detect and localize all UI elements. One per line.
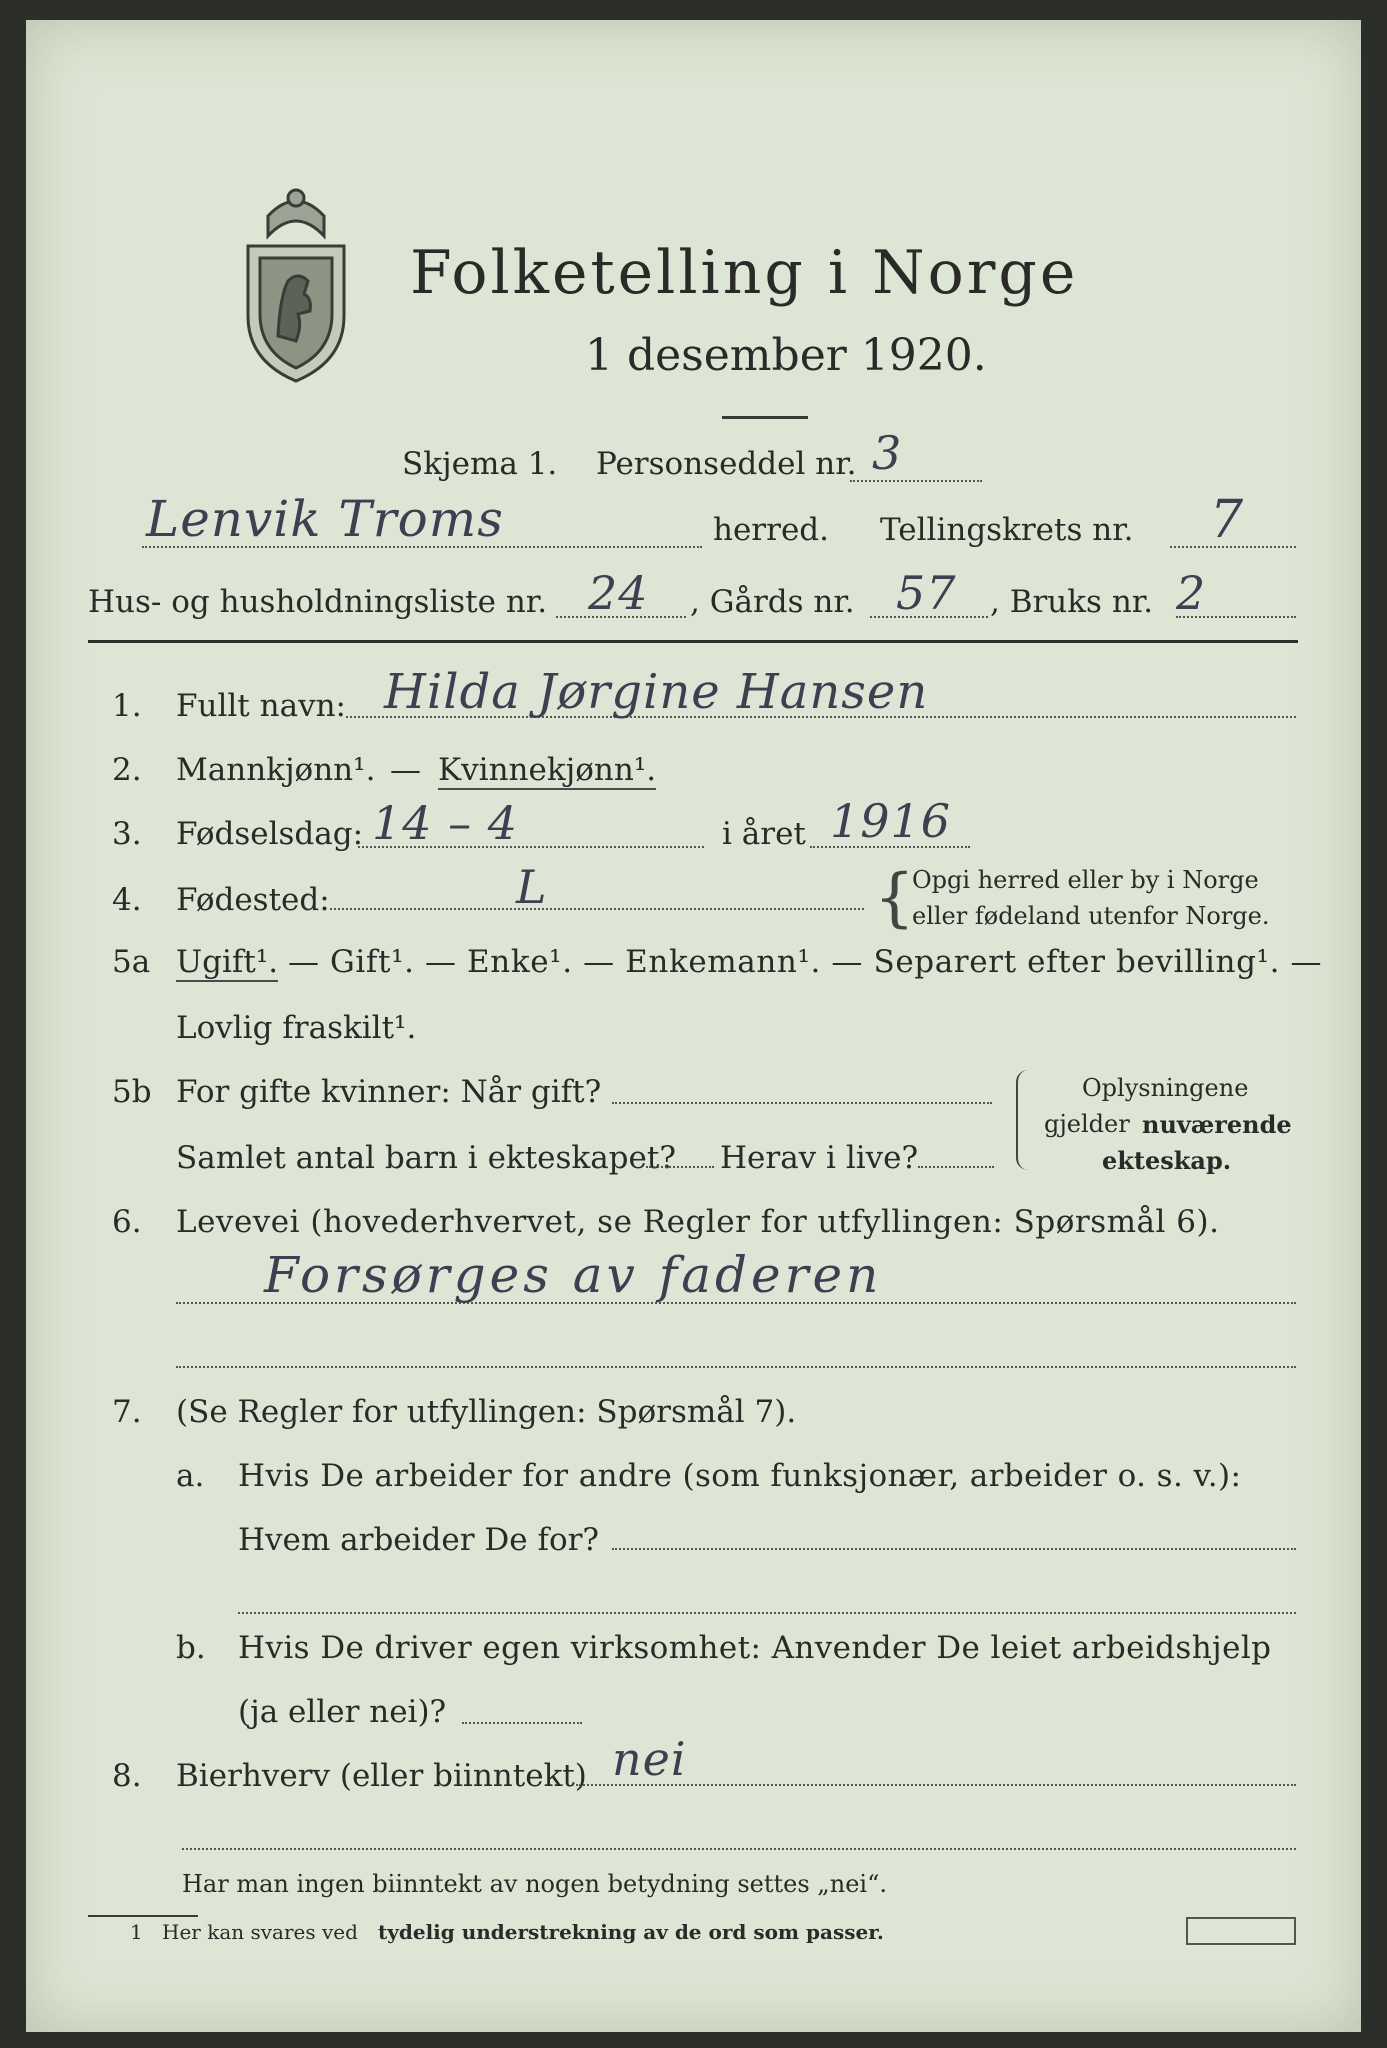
- occupation-field-2[interactable]: [176, 1366, 1296, 1368]
- q7a-text: Hvis De arbeider for andre (som funksjonær, arbeider o. s. v.):: [238, 1458, 1242, 1494]
- herred-value: Lenvik Troms: [146, 490, 504, 548]
- hired-help-field[interactable]: [462, 1722, 582, 1724]
- q5b-note-line3: ekteskap.: [1102, 1146, 1232, 1175]
- full-name-value: Hilda Jørgine Hansen: [384, 664, 929, 720]
- q7b-letter: b.: [176, 1630, 206, 1666]
- birth-year-value: 1916: [830, 794, 952, 848]
- occupation-value: Forsørges av faderen: [264, 1246, 883, 1304]
- form-title: Folketelling i Norge: [410, 238, 1079, 308]
- birthplace-field[interactable]: [330, 908, 864, 910]
- norwegian-coat-of-arms-icon: [238, 176, 354, 386]
- employer-field-2[interactable]: [238, 1612, 1296, 1614]
- year-label: i året: [722, 816, 806, 852]
- husliste-label: Hus- og husholdningsliste nr.: [88, 584, 548, 620]
- bruks-value: 2: [1176, 566, 1207, 620]
- husliste-value: 24: [588, 566, 649, 620]
- q7a-letter: a.: [176, 1458, 205, 1494]
- children-label: Samlet antal barn i ekteskapet?: [176, 1140, 676, 1176]
- q7b-question: (ja eller nei)?: [238, 1694, 447, 1730]
- footnote-text-b: tydelig understrekning av de ord som passer.: [378, 1920, 884, 1944]
- q2-separator: —: [390, 752, 421, 788]
- q1-number: 1.: [112, 688, 142, 724]
- footnote-divider: [88, 1915, 198, 1917]
- q3-number: 3.: [112, 816, 142, 852]
- q8-number: 8.: [112, 1758, 142, 1794]
- alive-label: Herav i live?: [720, 1140, 919, 1176]
- personseddel-label: Personseddel nr.: [596, 446, 857, 482]
- alive-field[interactable]: [918, 1166, 994, 1168]
- q7-number: 7.: [112, 1394, 142, 1430]
- q7b-text: Hvis De driver egen virksomhet: Anvender De leiet arbeidshjelp: [238, 1630, 1272, 1666]
- side-income-field-2[interactable]: [182, 1848, 1296, 1850]
- q5b-note-line2a: gjelder: [1044, 1110, 1130, 1138]
- when-married-field[interactable]: [612, 1102, 992, 1104]
- male-option[interactable]: Mannkjønn¹.: [176, 752, 376, 788]
- footnote-text-a: Her kan svares ved: [162, 1920, 358, 1944]
- employer-field[interactable]: [612, 1548, 1296, 1550]
- header-divider: [88, 640, 1298, 643]
- q5b-number: 5b: [112, 1074, 152, 1110]
- when-married-label: For gifte kvinner: Når gift?: [176, 1074, 602, 1110]
- title-divider: [722, 416, 808, 419]
- q3-label: Fødselsdag:: [176, 816, 364, 852]
- q4-brace: {: [874, 861, 915, 935]
- gards-value: 57: [896, 566, 957, 620]
- q2-number: 2.: [112, 752, 142, 788]
- q1-label: Fullt navn:: [176, 688, 346, 724]
- divorced-option[interactable]: Lovlig fraskilt¹.: [176, 1010, 417, 1046]
- birthplace-value: L: [516, 860, 548, 914]
- q6-number: 6.: [112, 1204, 142, 1240]
- personseddel-field[interactable]: [850, 480, 982, 482]
- side-income-value: nei: [612, 1732, 687, 1786]
- q5b-bracket: [1016, 1070, 1028, 1170]
- skjema-label: Skjema 1.: [402, 446, 558, 482]
- gards-label: , Gårds nr.: [690, 584, 855, 620]
- bruks-label: , Bruks nr.: [990, 584, 1154, 620]
- tellingskrets-value: 7: [1210, 490, 1245, 550]
- female-option[interactable]: Kvinnekjønn¹.: [438, 752, 657, 788]
- q4-number: 4.: [112, 882, 142, 918]
- children-field[interactable]: [646, 1166, 714, 1168]
- q4-note-line1: Opgi herred eller by i Norge: [912, 866, 1259, 894]
- herred-label: herred.: [713, 512, 829, 548]
- census-date: 1 desember 1920.: [585, 330, 987, 381]
- q5a-number: 5a: [112, 944, 151, 980]
- q5b-note-line1: Oplysningene: [1082, 1074, 1249, 1102]
- marital-options[interactable]: — Gift¹. — Enke¹. — Enkemann¹. — Separert efter bevilling¹. —: [288, 944, 1323, 980]
- q5b-note-line2b: nuværende: [1142, 1110, 1292, 1139]
- q8-label: Bierhverv (eller biinntekt): [176, 1758, 587, 1794]
- q6-label: Levevei (hovederhvervet, se Regler for utfyllingen: Spørsmål 6).: [176, 1204, 1220, 1240]
- printer-stamp-icon: [1186, 1917, 1296, 1945]
- unmarried-option[interactable]: Ugift¹.: [176, 944, 279, 980]
- tellingskrets-label: Tellingskrets nr.: [880, 512, 1134, 548]
- personseddel-value: 3: [872, 426, 903, 480]
- q4-label: Fødested:: [176, 882, 330, 918]
- birthday-value: 14 – 4: [372, 796, 519, 850]
- footnote-number: 1: [130, 1920, 143, 1944]
- q4-note-line2: eller fødeland utenfor Norge.: [912, 902, 1270, 930]
- q7a-question: Hvem arbeider De for?: [238, 1522, 600, 1558]
- footer-note: Har man ingen biinntekt av nogen betydning settes „nei“.: [182, 1870, 887, 1898]
- q7-label: (Se Regler for utfyllingen: Spørsmål 7).: [176, 1394, 797, 1430]
